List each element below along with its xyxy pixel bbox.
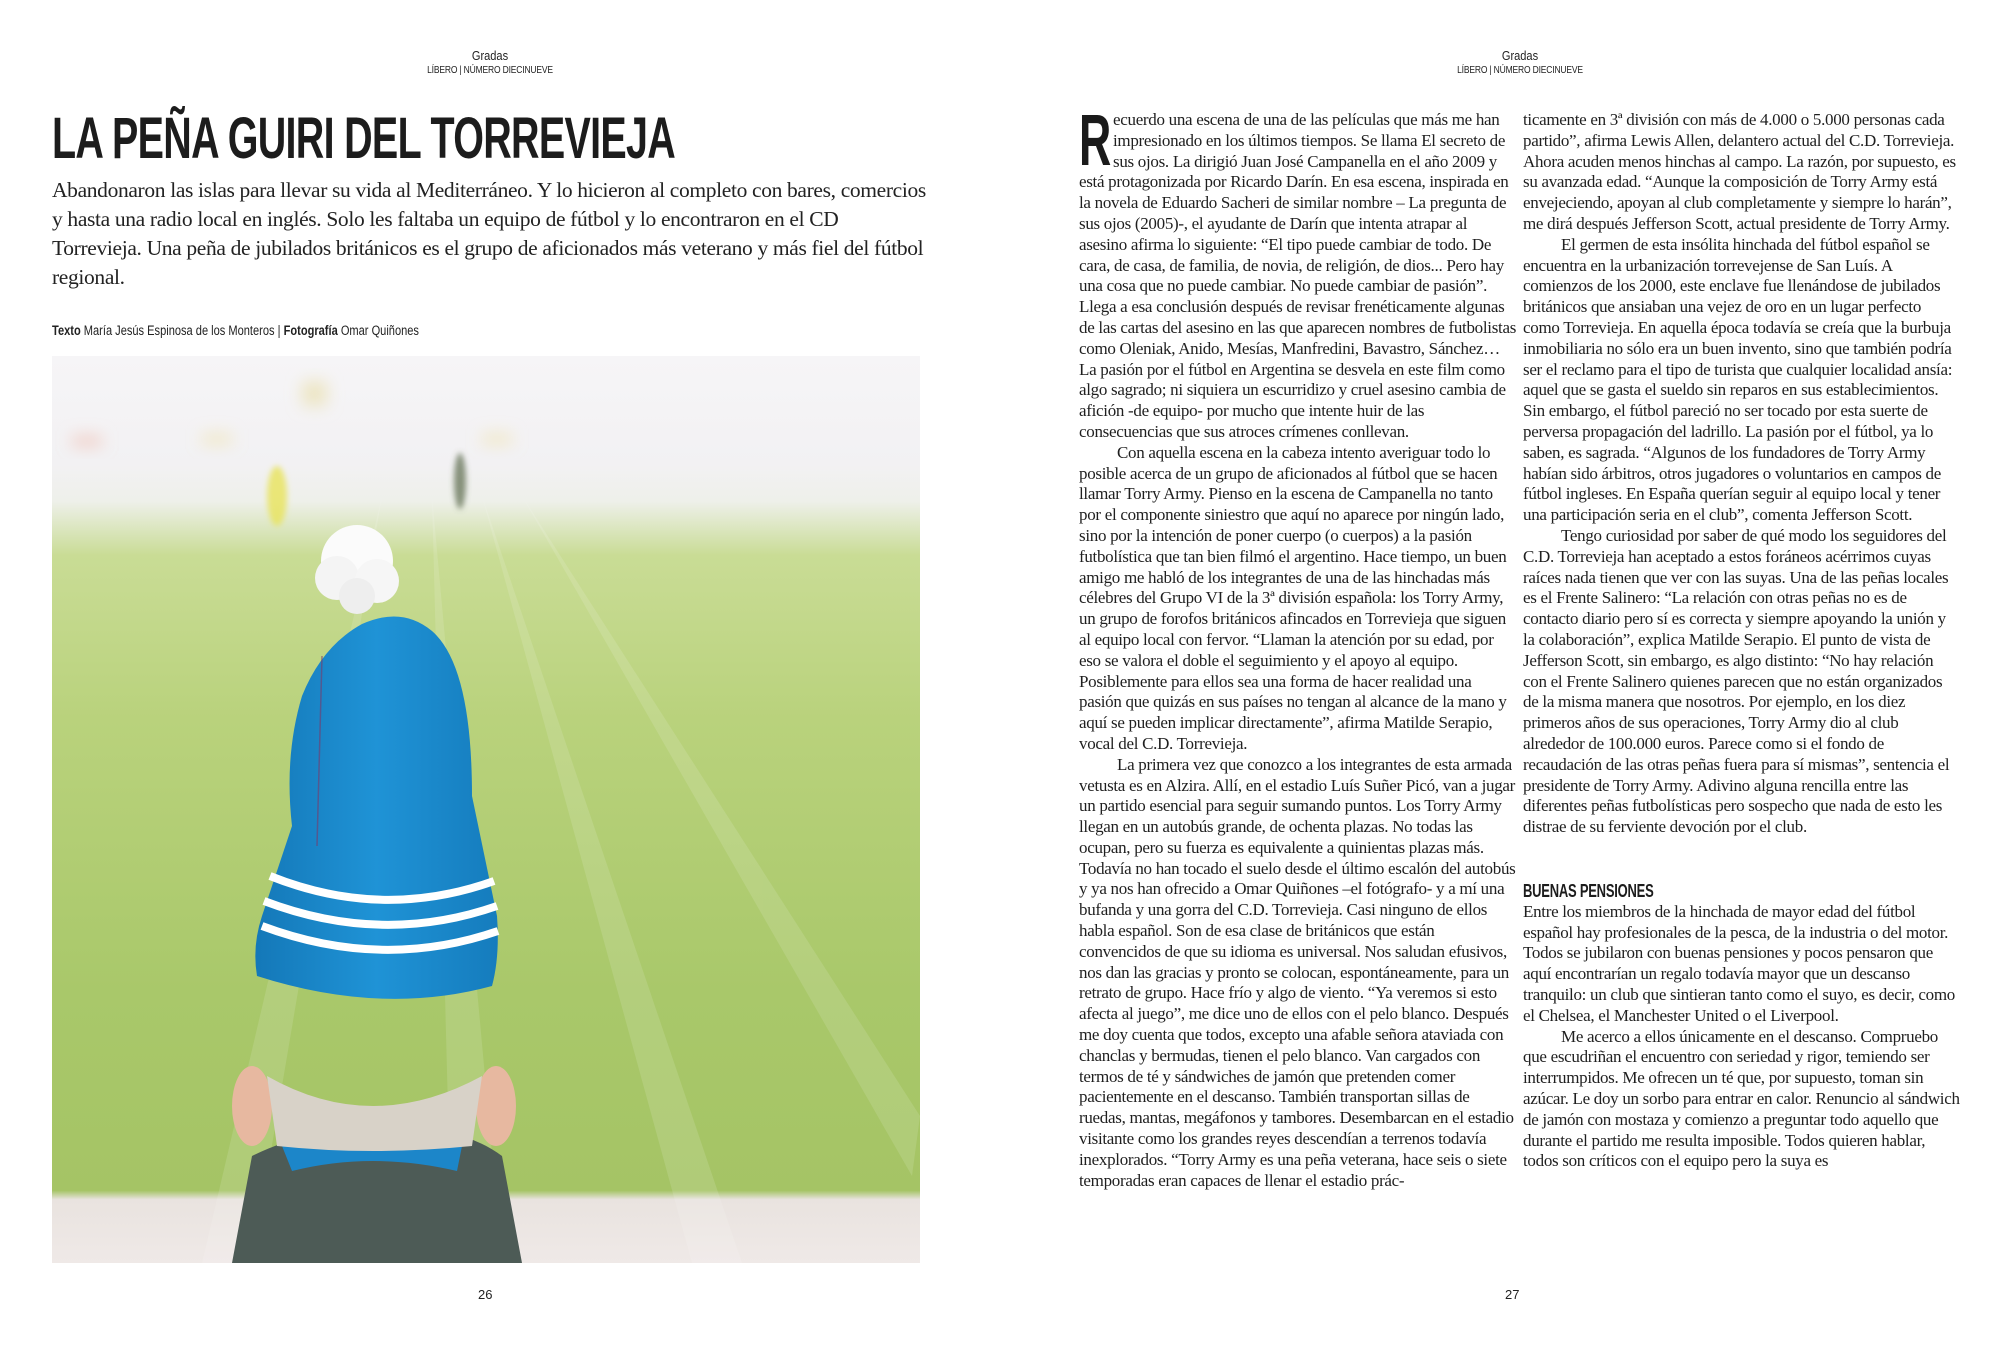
- text-credit-author: María Jesús Espinosa de los Monteros: [83, 323, 275, 338]
- section-name: Gradas: [1501, 48, 1539, 63]
- photo-illustration: [52, 356, 920, 1263]
- credit-separator: |: [277, 323, 281, 338]
- body-paragraph: [1079, 101, 1517, 443]
- article-standfirst: Abandonaron las islas para llevar su vida al Mediterráneo. Y lo hicieron al completo con bares, comercios y hasta una radio local en inglés. Solo les faltaba un equipo de fútbol y lo encontraron en el CD Torrevieja. Una peña de jubilados británicos es el grupo de aficionados más veterano y más fiel del fútbol regional.: [52, 178, 926, 289]
- page-number: 26: [478, 1287, 493, 1302]
- photo-credit-author: Omar Quiñones: [340, 323, 419, 338]
- photo-credit-label: Fotografía: [283, 323, 338, 338]
- fan-figure: [232, 525, 522, 1263]
- issue-label: LÍBERO | NÚMERO DIECINUEVE: [1457, 65, 1583, 76]
- pompom: [315, 525, 399, 614]
- text-credit-label: Texto: [52, 323, 81, 338]
- blurred-stand: [72, 381, 512, 446]
- right-page: [1000, 0, 1999, 1347]
- body-paragraph: ticamente en 3ª división con más de 4.000 o 5.000 personas cada partido”, afirma Lewis Allen, delantero actual del C.D. Torrevieja. Ahora acuden menos hinchas al campo. La razón, por supuesto, es su avanzada edad. “Aunque la composición de Torry Army está envejeciendo, apoyan al club completamente y siempre lo harán”, me dirá después Jefferson Scott, actual presidente de Torry Army.: [1523, 110, 1956, 233]
- running-head: [370, 48, 610, 78]
- paragraph-text: ecuerdo una escena de una de las películas que más me han impresionado en los últimos tiempos. Se llama El secreto de sus ojos. La dirigió Juan José Campanella en el año 2009 y está protagonizada por Ricardo Darín. En esa escena, inspirada en la novela de Eduardo Sacheri de similar nombre – La pregunta de sus ojos (2005)-, el ayudante de Darín que intenta atrapar al asesino afirma lo siguiente: “El tipo puede cambiar de todo. De cara, de casa, de familia, de novia, de religión, de dios... Pero hay una cosa que no puede cambiar. No puede cambiar de pasión”. Llega a esa conclusión después de revisar frenéticamente algunas de las cartas del asesino en las que aparecen nombres de futbolistas como Oleniak, Anido, Mesías, Manfredini, Bavastro, Sánchez… La pasión por el fútbol en Argentina se desvela en este film como algo sagrado; ni siquiera un escurridizo y cruel asesino cambia de afición -de equipo- por mucho que intente huir de las consecuencias que sus atroces crímenes conllevan.: [1079, 110, 1517, 441]
- article-title: LA PEÑA GUIRI DEL TORREVIEJA: [52, 106, 676, 171]
- body-column-1: [1079, 101, 1517, 1191]
- body-paragraph: La primera vez que conozco a los integrantes de esta armada vetusta es en Alzira. Allí, en el estadio Luís Suñer Picó, van a jugar un partido esencial para seguir sumando puntos. Los Torry Army llegan en un autobús grande, de ochenta plazas. No todas las ocupan, pero su fuerza es equivalente a quinientas plazas más. Todavía no han tocado el suelo desde el último escalón del autobús y ya nos han ofrecido a Omar Quiñones –el fotógrafo- y a mí una bufanda y una gorra del C.D. Torrevieja. Casi ninguno de ellos habla español. Son de esa clase de británicos que están convencidos de que su idioma es universal. Nos saludan efusivos, nos dan las gracias y pronto se colocan, espontáneamente, para un retrato de grupo. Hace frío y algo de viento. “Ya veremos si esto afecta al juego”, me dice uno de ellos con el pelo blanco. Después me doy cuenta que todos, excepto una afable señora ataviada con chanclas y bermudas, tienen el pelo blanco. Van cargados con termos de té y sándwiches de jamón que pretenden comer pacientemente en el descanso. También transportan sillas de ruedas, mantas, megáfonos y tambores. Desembarcan en el estadio visitante como los grandes reyes descendían a terrenos todavía inexplorados. “Torry Army es una peña veterana, hace seis o siete temporadas eran capaces de llenar el estadio prác-: [1079, 754, 1516, 1190]
- drop-cap: R: [1079, 101, 1112, 181]
- body-column-2: [1523, 110, 1960, 1172]
- page-number: 27: [1505, 1287, 1520, 1302]
- article-photo: [52, 356, 920, 1263]
- running-head: [1400, 48, 1640, 78]
- body-paragraph: Con aquella escena en la cabeza intento averiguar todo lo posible acerca de un grupo de aficionados al fútbol que se hacen llamar Torry Army. Pienso en la escena de Campanella no tanto por el componente siniestro que aquí no aparece por ningún lado, sino por la intención de poner cuerpo (o cuerpos) a la pasión futbolística que tan bien filmó el argentino. Hace tiempo, un buen amigo me habló de los integrantes de una de las hinchadas más célebres del Grupo VI de la 3ª división española: los Torry Army, un grupo de forofos británicos afincados en Torrevieja que siguen al equipo local con fervor. “Llaman la atención por su edad, por eso se valora el doble el seguimiento y el apoyo al equipo. Posiblemente para ellos sea una forma de hacer realidad una pasión que quizás en sus países no tengan al alcance de la mano y aquí se pueden implicar directamente”, afirma Matilde Serapio, vocal del C.D. Torrevieja.: [1079, 442, 1507, 753]
- section-name: Gradas: [471, 48, 509, 63]
- section-subheading: BUENAS PENSIONES: [1523, 880, 1654, 901]
- blurred-players: [267, 453, 466, 526]
- article-credits: [52, 323, 419, 338]
- body-paragraph: Entre los miembros de la hinchada de mayor edad del fútbol español hay profesionales de la pesca, de la industria o del motor. Todos se jubilaron con buenas pensiones y pocos pensaron que aquí encontrarían un regalo todavía mayor que un descanso tranquilo: un club que sintieran tanto como el suyo, es decir, como el Chelsea, el Manchester United o el Liverpool.: [1523, 901, 1955, 1025]
- body-paragraph: El germen de esta insólita hinchada del fútbol español se encuentra en la urbanización torrevejense de San Luís. A comienzos de los 2000, este enclave fue llenándose de jubilados británicos que ansiaban una vejez de oro en un lugar perfecto como Torrevieja. En aquella época todavía se creía que la burbuja inmobiliaria no sólo era un buen invento, sino que también podría ser el reclamo para el tipo de turista que cualquier localidad ansía: aquel que se gasta el sueldo sin reparos en sus establecimientos. Sin embargo, el fútbol pareció no ser tocado por esta suerte de perversa propagación del ladrillo. La pasión por el fútbol, ya lo saben, es sagrada. “Algunos de los fundadores de Torry Army habían sido árbitros, otros jugadores o voluntarios en campos de fútbol ingleses. En España querían seguir al equipo local y tener una participación seria en el club”, comenta Jefferson Scott.: [1523, 234, 1953, 525]
- body-paragraph: Tengo curiosidad por saber de qué modo los seguidores del C.D. Torrevieja han aceptado a estos foráneos acérrimos cuyas raíces nada tienen que ver con las suyas. Una de las peñas locales es el Frente Salinero: “La relación con otras peñas no es de contacto diario pero sí es correcta y siempre apoyando la unión y la colaboración”, explica Matilde Serapio. El punto de vista de Jefferson Scott, sin embargo, es algo distinto: “No hay relación con el Frente Salinero quienes parecen que no están organizados de la misma manera que nosotros. Por ejemplo, en los diez primeros años de sus operaciones, Torry Army dio al club alrededor de 100.000 euros. Parece como si el fondo de recaudación de las otras peñas fuera para sí mismas”, sentencia el presidente de Torry Army. Adivino alguna rencilla entre las diferentes peñas futbolísticas pero sospecho que nada de esto les distrae de su ferviente devoción por el club.: [1523, 525, 1950, 837]
- issue-label: LÍBERO | NÚMERO DIECINUEVE: [427, 65, 553, 76]
- body-paragraph: Me acerco a ellos únicamente en el descanso. Compruebo que escudriñan el encuentro con seriedad y rigor, temiendo ser interrumpidos. Me ofrecen un té que, por supuesto, toman sin azúcar. Le doy un sorbo para entrar en calor. Renuncio al sándwich de jamón con mostaza y comienzo a preguntar todo aquello que durante el partido me resulta imposible. Todos quieren hablar, todos son críticos con el equipo pero la suya es: [1523, 1026, 1960, 1171]
